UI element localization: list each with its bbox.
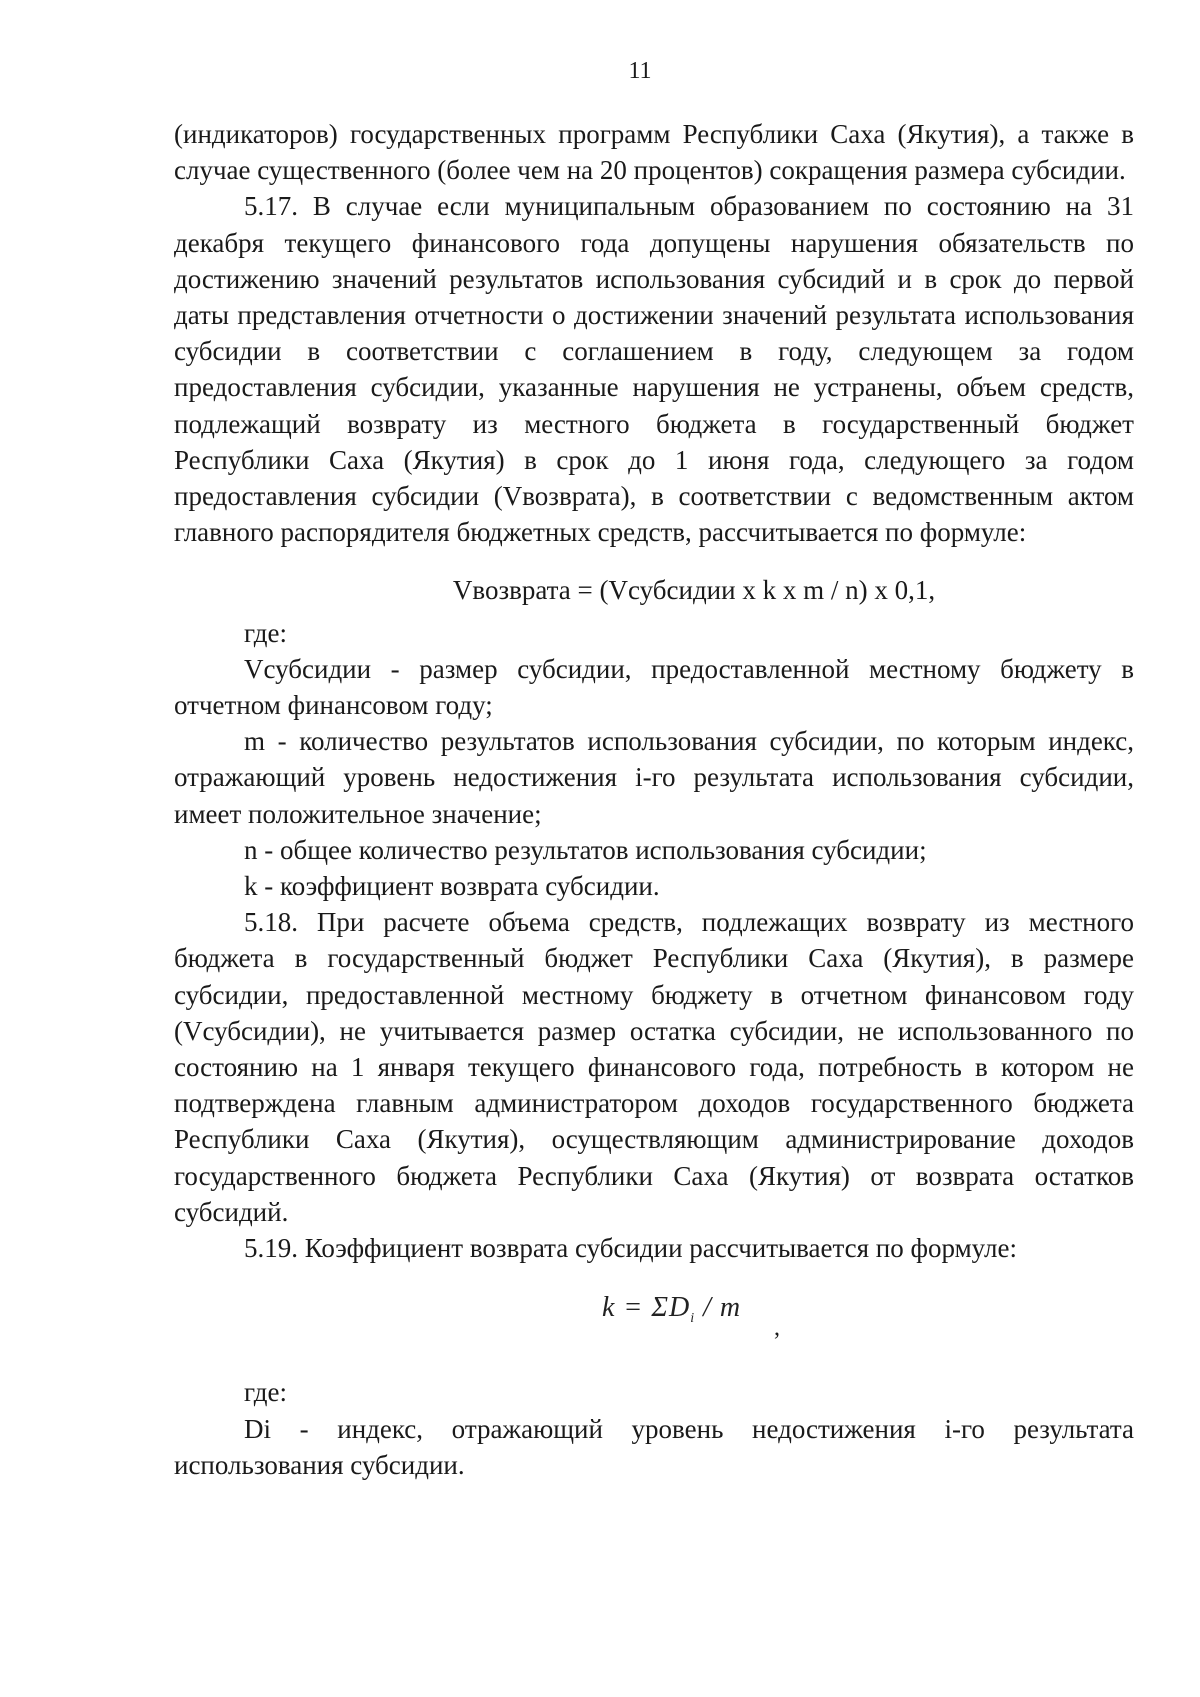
- paragraph-5-17: 5.17. В случае если муниципальным образованием по состоянию на 31 декабря текущего финансового года допущены нарушения обязательств по достижению значений результатов использования субсидий и в срок до первой даты представления отчетности о достижении значений результата использования субсидии в соответствии с соглашением в году, следующем за годом предоставления субсидии, указанные нарушения не устранены, объем средств, подлежащий возврату из местного бюджета в государственный бюджет Республики Саха (Якутия) в срок до 1 июня года, следующего за годом предоставления субсидии (Vвозврата), в соответствии с ведомственным актом главного распорядителя бюджетных средств, рассчитывается по формуле:: [174, 191, 1134, 548]
- definition-vsubsidy: Vсубсидии - размер субсидии, предоставленной местному бюджету в отчетном финансовом году;: [174, 653, 1134, 721]
- paragraph-continuation: (индикаторов) государственных программ Республики Саха (Якутия), а также в случае существенного (более чем на 20 процентов) сокращения размера субсидии.: [174, 119, 1134, 186]
- paragraph-5-19: 5.19. Коэффициент возврата субсидии рассчитывается по формуле:: [244, 1233, 1017, 1264]
- formula-lhs: k = ΣD: [602, 1292, 691, 1324]
- formula-coefficient-expression: [602, 1290, 741, 1337]
- formula-return-volume: Vвозврата = (Vсубсидии x k x m / n) x 0,1,: [452, 575, 936, 606]
- definition-m: m - количество результатов использования субсидии, по которым индекс, отражающий уровень недостижения i-го результата использования субсидии, имеет положительное значение;: [174, 726, 1134, 829]
- document-body: [174, 116, 1134, 1483]
- definition-di: Di - индекс, отражающий уровень недостижения i-го результата использования субсидии.: [174, 1413, 1134, 1480]
- where-label-2: где:: [244, 1377, 287, 1408]
- definition-k: k - коэффициент возврата субсидии.: [244, 871, 660, 902]
- page-number: 11: [628, 58, 652, 84]
- formula-comma: ,: [774, 1315, 780, 1342]
- where-label-1: где:: [244, 617, 287, 648]
- formula-subscript: i: [690, 1311, 696, 1327]
- paragraph-5-18: 5.18. При расчете объема средств, подлежащих возврату из местного бюджета в государственный бюджет Республики Саха (Якутия), в размере субсидии, предоставленной местному бюджету в отчетном финансовом году (Vсубсидии), не учитывается размер остатка субсидии, не использованного по состоянию на 1 января текущего финансового года, потребность в котором не подтверждена главным администратором доходов государственного бюджета Республики Саха (Якутия), осуществляющим администрирование доходов государственного бюджета Республики Саха (Якутия) от возврата остатков субсидий.: [174, 907, 1134, 1227]
- definition-n: n - общее количество результатов использования субсидии;: [244, 834, 927, 865]
- formula-return-coefficient: [174, 1276, 1134, 1360]
- formula-rhs: / m: [695, 1292, 742, 1324]
